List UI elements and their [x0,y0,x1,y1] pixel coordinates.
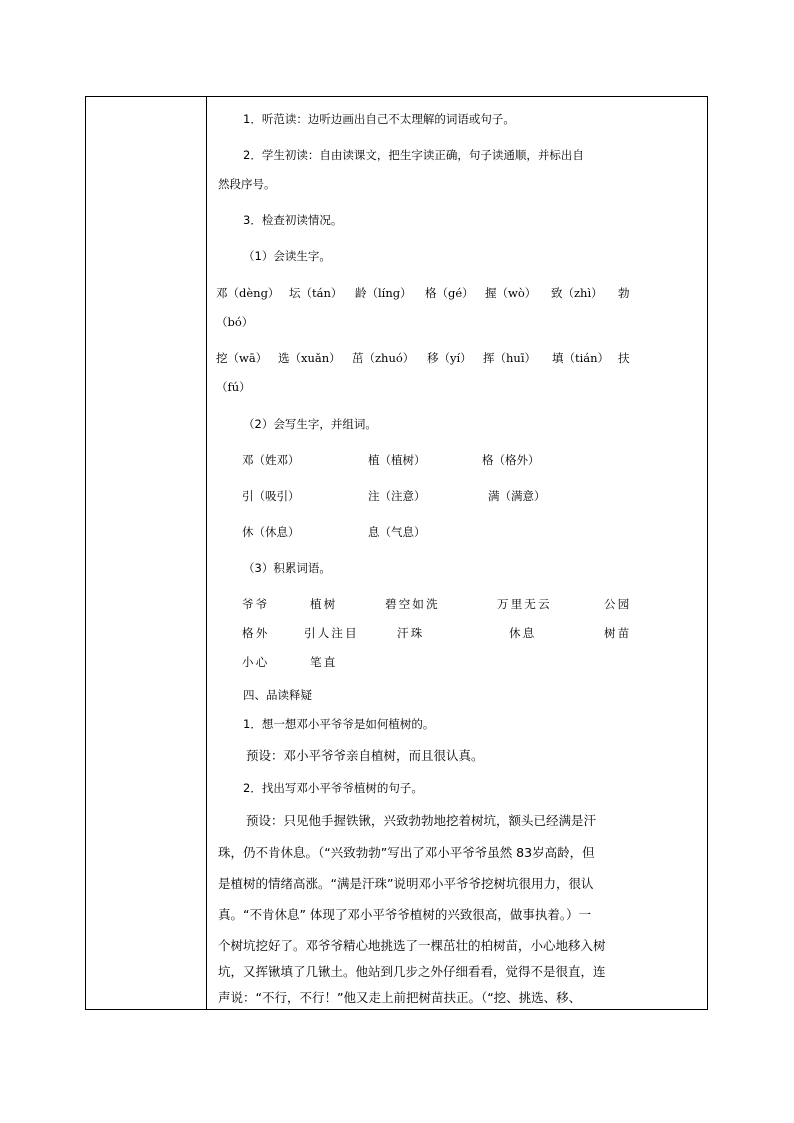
step-3-text: 3．检查初读情况。 [243,213,343,227]
vocab-word: 格外 [242,626,270,640]
pinyin-item: 扶 [618,351,630,365]
write-item: 植（植树） [368,453,426,467]
question-1: 1．想一想邓小平爷爷是如何植树的。 [243,717,435,731]
write-item: 满（满意） [488,489,546,503]
paragraph-line: 坑，又挥锹填了几锹土。他站到几步之外仔细看看，觉得不是很直，连 [218,964,606,979]
pinyin-item: 坛（tán） [289,286,343,300]
pinyin-item: 邓（dèng） [216,286,280,300]
pinyin-item: 格（gé） [425,286,474,300]
write-item: 格（格外） [482,453,540,467]
write-item: 休（休息） [242,525,300,539]
column-divider [206,97,207,1009]
step-2-text-cont: 然段序号。 [218,177,276,191]
pinyin-item: 挖（wā） [216,351,268,365]
vocab-word: 公园 [604,597,632,611]
paragraph-line: 是植树的情绪高涨。“满是汗珠”说明邓小平爷爷挖树坑很用力，很认 [218,876,594,891]
step-2-text: 2．学生初读：自由读课文，把生字读正确，句子读通顺，并标出自 [243,148,584,162]
pinyin-item: 龄（líng） [355,286,412,300]
pinyin-item: 填（tián） [552,351,610,365]
paragraph-line: 声说：“不行，不行！”他又走上前把树苗扶正。（“挖、挑选、移、 [218,990,582,1005]
vocab-word: 引人注目 [304,626,359,640]
sub-3-heading: （3）积累词语。 [243,561,331,575]
question-2: 2．找出写邓小平爷爷植树的句子。 [243,781,423,795]
paragraph-line: 个树坑挖好了。邓爷爷精心地挑选了一棵茁壮的柏树苗，小心地移入树 [218,938,606,953]
write-item: 息（气息） [368,525,426,539]
vocab-word: 碧空如洗 [385,597,440,611]
pinyin-item: 握（wò） [485,286,537,300]
write-item: 注（注意） [368,489,426,503]
pinyin-item-cont: （bó） [216,315,254,329]
pinyin-item: 茁（zhuó） [352,351,415,365]
pinyin-item: 挥（huī） [483,351,536,365]
pinyin-item: 勃 [618,286,630,300]
vocab-word: 万里无云 [497,597,552,611]
pinyin-item: 致（zhì） [551,286,603,300]
paragraph-line: 预设：只见他手握铁锹，兴致勃勃地挖着树坑，额头已经满是汗 [246,813,597,828]
vocab-word: 汗珠 [397,626,425,640]
pinyin-item: 选（xuǎn） [278,351,341,365]
vocab-word: 爷爷 [242,597,270,611]
sub-2-heading: （2）会写生字，并组词。 [243,417,377,431]
vocab-word: 小心 [242,655,270,669]
vocab-word: 休息 [509,626,537,640]
write-item: 引（吸引） [242,489,300,503]
vocab-word: 植树 [310,597,338,611]
paragraph-line: 珠，仍不肯休息。（“兴致勃勃”写出了邓小平爷爷虽然 83岁高龄，但 [218,845,595,860]
pinyin-item-cont: （fú） [216,380,251,394]
vocab-word: 笔直 [310,655,338,669]
pinyin-item: 移（yí） [427,351,472,365]
preset-1: 预设：邓小平爷爷亲自植树，而且很认真。 [246,748,484,763]
step-1-text: 1．听范读：边听边画出自己不太理解的词语或句子。 [243,112,515,126]
paragraph-line: 真。“不肯休息” 体现了邓小平爷爷植树的兴致很高，做事执着。）一 [218,907,592,922]
write-item: 邓（姓邓） [242,453,300,467]
sub-1-heading: （1）会读生字。 [243,249,331,263]
lesson-table [85,96,708,1010]
section-4-heading: 四、品读释疑 [243,688,312,702]
vocab-word: 树苗 [604,626,632,640]
